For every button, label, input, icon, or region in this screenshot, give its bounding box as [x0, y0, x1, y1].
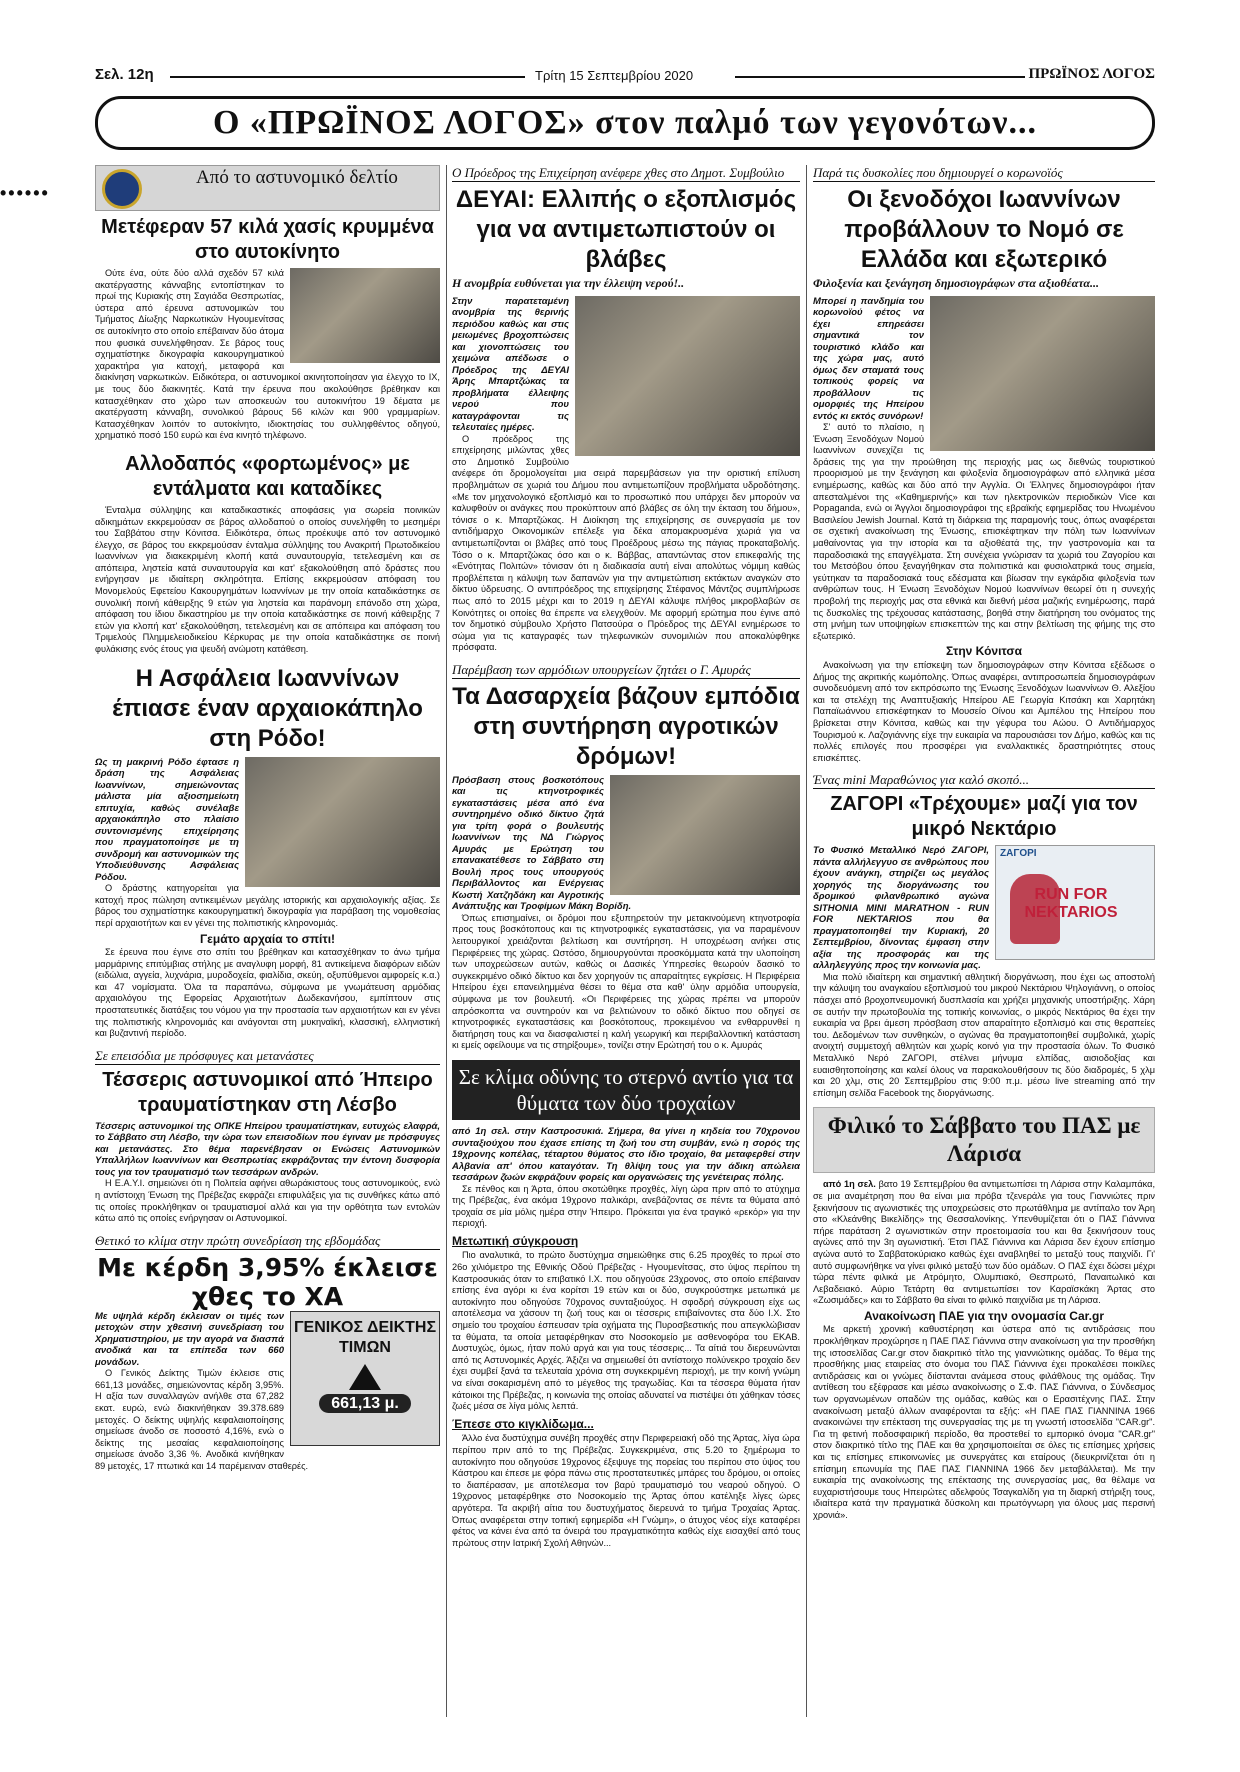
article-lead: Το Φυσικό Μεταλλικό Νερό ΖΑΓΟΡΙ, πάντα αλλήλεγγυο σε ανθρώπους που έχουν ανάγκη, στηρίζει ως μεγάλος χορηγός της διοργάνωσης του δρομικού φιλανθρωπικό αγώνα SITHONIA MINI MARATHON - RUN FOR NEKTARIOS που θα πραγματοποιηθεί την Κυριακή, 20 Σεπτεμβρίου, δίνοντας έμφαση στην αξία της προσφοράς και της αλληλεγγύης προς την κοινωνία μας.: [813, 845, 989, 972]
index-value: 661,13 μ.: [319, 1394, 411, 1414]
poster-title: RUN FOR NEKTARIOS: [1024, 886, 1118, 922]
newspaper-name: ΠΡΩΪΝΟΣ ΛΟΓΟΣ: [1028, 66, 1155, 82]
article-body: Ο πρόεδρος της επιχείρησης μιλώντας χθες στο Δημοτικό Συμβούλιο ανέφερε ότι δρομολογείται μια σειρά παρεμβάσεων για την οριστική επίλυση προβλημάτων σε χωριά του Δήμου που αντιμετωπίζουν προβλήματα υδροδότησης. «Με τον μηχανολογικό εξοπλισμό και το προσωπικό που υπάρχει δεν μπορούν να καλυφθούν οι ανάγκες που προκύπτουν από βλάβες σε όλη την έκταση του δήμου», τόνισε ο κ. Μπαρτζώκας. Η Διοίκηση της επιχείρησης σε συνεργασία με τον αντιδήμαρχο Οικονομικών επέλεξε για δέκα απομακρυσμένα χωριά για να αντιμετωπίζονται οι βλάβες από τους Προέδρους μέσω της πάγιας προκαταβολής. Τόσο ο κ. Μπαρτζώκας όσο και ο κ. Βάββας, απαντώντας στον επικεφαλής της «Ενότητας Πολιτών» τόνισαν ότι η διαδικασία αυτή είναι απολύτως νόμιμη καθώς προβλέπεται η κάλυψη των δαπανών για την αντιμετώπιση εκτάκτων αναγκών στο δίκτυο ύδρευσης. Ο αντιπρόεδρος της επιχείρησης Στέφανος Μάντζος συμπλήρωσε πως από το 2015 μέχρι και το 2019 η ΔΕΥΑΙ κάλυψε πλήθος μικροβλαβών σε Κοινότητες οι οποίες θα έπρεπε να ελεγχθούν. Με αφορμή ερώτημα που έγινε από τον δημοτικό σύμβουλο Χρήστο Πατσούρα ο Πρόεδρος της ΔΕΥΑΙ ενημέρωσε το σώμα για τις καταγραφές των τηλεφωνικών συνομιλιών που αποκαλύφθηκε πρόσφατα.: [452, 433, 800, 653]
police-badge-icon: [102, 169, 142, 209]
article-body: Με αρκετή χρονική καθυστέρηση και ύστερα από τις αντιδράσεις που προκλήθηκαν προχώρησε η ΠΑΕ ΠΑΣ Γιάννινα στην ανακοίνωση για την προσθήκη της ιστοσελίδας Car.gr στον διακριτικό τίτλο της γιαννιώτικης ομάδας. Το θέμα της προσθήκης μιας εταιρείας στο όνομα του ΠΑΣ Γιάννινα έχει προκαλέσει ποικίλες αντιδράσεις και οι γνώμες διίστανται ανάμεσα στους φιλάθλους της ομάδας. Την αντίθεση του εξέφρασε και μέσω ανακοίνωσης ο Σ.Φ. ΠΑΣ Γιάννινα, ο Σύνδεσμος των οργανωμένων οπαδών της ομάδας, καθώς και ο Ερασιτέχνης ΠΑΣ. Στην ανακοίνωση μεταξύ άλλων αναφέρονται τα εξής: «Η ΠΑΕ ΠΑΣ ΓΙΑΝΝΙΝΑ 1966 ανακοινώνει την επέκταση της συνεργασίας της με τη γνωστή ιστοσελίδα "CAR.gr". Για τη φετινή ποδοσφαιρική περίοδο, θα προστεθεί το εμπορικό όνομα "CAR.gr" στον διακριτικό τίτλο της ΠΑΕ και θα χρησιμοποιείται σε όλες τις επίσημες χρήσεις και τις επίσημες επικοινωνίες με συνεργάτες και εταίρους (διευκρινίζεται ότι η επίσημη επωνυμία της ΠΑΕ ΠΑΣ ΓΙΑΝΝΙΝΑ 1966 δεν μεταβάλλεται). Με την ευκαιρία της ανακοίνωσης της επέκτασης της συνεργασίας μας, θα θέλαμε να ευχαριστήσουμε τους Ηπειρώτες αδελφούς Τσαγκαλίδη για τη διαρκή στήριξη τους, ιδιαίτερα κατά την πραγματικά δύσκολη και πρωτόγνωρη για όλους μας περσινή χρονιά».: [813, 1324, 1155, 1520]
article-headline: Αλλοδαπός «φορτωμένος» με εντάλματα και καταδίκες: [125, 452, 410, 500]
article-headline: Με κέρδη 3,95% έκλεισε χθες το ΧΑ: [97, 1252, 438, 1311]
article-headline: Τα Δασαρχεία βάζουν εμπόδια στη συντήρηση αγροτικών δρόμων!: [452, 682, 800, 770]
article-headline: ΔΕΥΑΙ: Ελλιπής ο εξοπλισμός για να αντιμετωπιστούν οι βλάβες: [455, 186, 797, 273]
article-body: Ούτε ένα, ούτε δύο αλλά σχεδόν 57 κιλά ακατέργαστης κάνναβης εντοπίστηκαν το πρωί της Κυριακής στη Σαγιάδα Θεσπρωτίας, ύστερα από έρευνα αστυνομικών του Τμήματος Δίωξης Ναρκωτικών Ηγουμενίτσας σε αυτοκίνητο στο οποίο επέβαιναν δύο άτομα που φυσικά συνελήφθησαν. Σε βάρος τους σχηματίστηκε δικογραφία κακουργηματικού χαρακτήρα για κατοχή, μεταφορά και διακίνηση ναρκωτικών. Ειδικότερα, οι αστυνομικοί ακινητοποίησαν για έλεγχο το ΙΧ, με τους δύο διακινητές. Κατά την έρευνα που ακολούθησε βρέθηκαν και κατασχέθηκαν στο χώρο των αποσκευών του αυτοκινήτου 19 δέματα με ακατέργαστη κάνναβη, συνολικού βάρους 56 κιλών και 900 γραμμαρίων. Κατασχέθηκαν λοιπόν το αυτοκίνητο, ιδιοκτησίας του συλληφθέντος οδηγού, χρηματικό ποσό 150 ευρώ και ένα κινητό τηλέφωνο.: [95, 268, 440, 441]
index-label: ΓΕΝΙΚΟΣ ΔΕΙΚΤΗΣ ΤΙΜΩΝ: [293, 1318, 437, 1356]
article-lead: Μπορεί η πανδημία του κορωνοϊού φέτος να έχει επηρεάσει σημαντικά τον τουριστικό κλάδο και της χώρα μας, αυτό όμως δεν σταματά τους τοπικούς φορείς να προβάλλουν τις ομορφιές της Ηπείρου εντός κι εκτός συνόρων!: [813, 295, 924, 422]
lead-text: στην Καστροσυκιά. Σήμερα, θα γίνει η κηδεία του 70χρονου συνταξιούχου που έχασε επίσης τη ζωή του στη συμβάν, ενώ η σορός της 19χρονης κοπέλας, τέταρτου θύματος στο ίδιο τροχαίο, θα μεταφερθεί στην Αλβανία απ' όπου καταγόταν. Τη θλίψη τους για την άδικη απώλεια τεσσάρων ζωών εκφράζουν φορείς και οργανώσεις της γενέτειρας πόλης.: [452, 1126, 800, 1183]
header-rule-left: [170, 76, 525, 78]
article-headline-box: [452, 1060, 800, 1120]
article-body: Σε έρευνα που έγινε στο σπίτι του βρέθηκαν και κατασχέθηκαν το άνω τμήμα μαρμάρινης επιτύμβιας στήλης με αναγλυφη μορφή, 81 αντικείμενα διαφόρων ειδών (ειδώλια, αγγεία, λυχνάρια, μυροδοχεία, φιαλίδια, σκεύη, οξυπύθμενοι αμφορείς κ.α.) και 47 νομίσματα. Όλα τα παραπάνω, σύμφωνα με γνωμάτευση αρμόδιας αρχαιολόγου της Εφορείας Αρχαιοτήτων Δωδεκανήσου, εμπίπτουν στις προστατευτικές διατάξεις του νόμου για την προστασία των αρχαιοτήτων και εν γένει της πολιτιστικής κληρονομιάς και ανάγονται στη μυκηναϊκή, κλασσική, ελληνιστική και βυζαντινή περίοδο.: [95, 947, 440, 1039]
article-antiquities: [95, 664, 440, 1040]
article-headline: Τέσσερις αστυνομικοί από Ήπειρο τραυματίστηκαν στη Λέσβο: [102, 1068, 433, 1116]
article-hoteliers: [813, 165, 1155, 764]
police-report-banner: [95, 165, 440, 211]
article-lead: Στην παρατεταμένη ανομβρία της θερινής περιόδου καθώς και στις μειωμένες βροχοπτώσεις και χιονοπτώσεις του χειμώνα απέδωσε ο Πρόεδρος της ΔΕΥΑΙ Άρης Μπαρτζώκας τα προβλήματα έλλειψης νερού που καταγράφονται τις τελευταίες ημέρες.: [452, 295, 569, 434]
article-body: Ο Γενικός Δείκτης Τιμών έκλεισε στις 661,13 μονάδες, σημειώνοντας κέρδη 3,95%. Η αξία των συναλλαγών ανήλθε στα 67,282 εκατ. ευρώ, ενώ διακινήθηκαν 39.378.689 μετοχές. Ο δείκτης υψηλής κεφαλαιοποίησης σημείωσε άνοδο σε ποσοστό 4,16%, ενώ ο δείκτης της μεσαίας κεφαλαιοποίησης σημείωσε άνοδο 3,36 %. Ανοδικά κινήθηκαν 89 μετοχές, 17 πτωτικά και 14 παρέμειναν σταθερές.: [95, 1368, 309, 1471]
banner-title: Ο «ΠΡΩΪΝΟΣ ΛΟΓΟΣ» στον παλμό των γεγονότων...: [212, 104, 1037, 141]
article-subhead: Στην Κόνιτσα: [945, 644, 1023, 659]
article-body: Μια πολύ ιδιαίτερη και σημαντική αθλητική διοργάνωση, που έχει ως αποστολή την κάλυψη του αναγκαίου εξοπλισμού του μικρού Νεκτάριου Ψηλογιάννη, ο οποίος πάσχει από βροχοπνευμονική δυσπλασία και χρήζει μηχανικής υποστήριξης. Χάρη σε αυτήν την πρωτοβουλία της τοπικής κοινωνίας, ο μικρός Νεκτάριος θα έχει την ευκαιρία να βρει άμεση πρόσβαση στον απαραίτητο εξοπλισμό και στις θεραπείες του. Δεδομένων των συνθηκών, ο αγώνας θα πραγματοποιηθεί συμβολικά, χωρίς ανοιχτή συμμετοχή αθλητών και χωρίς κοινό για την προστασία όλων. Το Φυσικό Μεταλλικό Νερό ΖΑΓΟΡΙ, στέλνει μήνυμα ελπίδας, αισιοδοξίας και ευαισθητοποίησης και καλεί όλους να παρακολουθήσουν τις δύο διαδρομές, 5 χλμ και 20 χλμ, στις 20 Σεπτεμβρίου στις 9:00 π.μ. μέσω live streaming από την επίσημη σελίδα Facebook της διοργάνωσης.: [813, 971, 1155, 1098]
car-trunk-photo: [290, 268, 440, 363]
article-kicker: Παρά τις δυσκολίες που δημιουργεί ο κορωνοϊός: [813, 165, 1155, 182]
article-lead: [452, 1126, 800, 1184]
article-body: Ο δράστης κατηγορείται για κατοχή προς πώληση αντικειμένων μεγάλης ιστορικής και αρχαιολογικής αξίας. Σε βάρος του σχηματίστηκε κακουργηματική δικογραφία για παράβαση της νομοθεσίας περί αρχαιοτήτων και εν γένει της πολιτιστικής κληρονομιάς.: [95, 883, 440, 928]
article-foreigner: [95, 452, 440, 656]
article-headline: Οι ξενοδόχοι Ιωαννίνων προβάλλουν το Νομό σε Ελλάδα και εξωτερικό: [844, 186, 1124, 273]
article-body: Άλλο ένα δυστύχημα συνέβη προχθές στην Περιφερειακή οδό της Άρτας, λίγα ώρα περίπου πριν από το της Πρέβεζας. Συγκεκριμένα, στις 5.20 το ξημέρωμα το αυτοκίνητο που οδηγούσε 19χρονος έξεψυγε της πορείας του περίπου στο ύψος του Κάστρου και έπεσε με φόρα πάνω στις προστατευτικές μπάρες του δρόμου, οι οποίες το διαπέρασαν, με αποτέλεσμα τον βαρύ τραυματισμό του νεαρού οδηγού. Ο 19χρονος μεταφέρθηκε στο Νοσοκομείο της Άρτας όπου κατέληξε λίγες ώρες αργότερα. Τα ακριβή αίτια του δυστυχήματος διερευνά το τμήμα Τροχαίας Άρτας. Όπως αναφέρεται στην τοπική εφημερίδα «Η Γνώμη», ο άτυχος νέος είχε καταφέρει φέτος να κάνει ένα από τα όνειρά του πραγματικότητα καθώς είχε εισαχθεί από τους πρώτους στην Ιατρική Σχολή Αθηνών...: [452, 1433, 800, 1548]
article-body: Ανακοίνωση για την επίσκεψη των δημοσιογράφων στην Κόνιτσα εξέδωσε ο Δήμος της ακριτικής κωμόπολης. Όπως αναφέρει, αντιπροσωπεία δημοσιογράφων συνοδευόμενη από τον εκπρόσωπο της Ένωσης Ξενοδόχων Ιωαννίνων Θ. Αλεξίου και τα στελέχη της Αναπτυξιακής Ηπείρου ΑΕ Γεωργία Κιτσάκη και Χαρητάκη Παπαϊωάννου επισκέφτηκαν το Μουσείο Οίνου και Αμπέλου της Ηπείρου που βρίσκεται στην Κόνιτσα, καθώς και την γέφυρα του Αώου. Ο Αντιδήμαρχος Τουρισμού κ. Λαζογιάννης είχε την ευκαιρία να παρουσιάσει τον Δήμο, καθώς και τις πολλές επιλογές που προσφέρει για εναλλακτικές δραστηριότητες στους επισκέπτες.: [813, 659, 1155, 763]
article-stock-market: [95, 1233, 440, 1473]
article-body: Όπως επισημαίνει, οι δρόμοι που εξυπηρετούν την μετακινούμενη κτηνοτροφία προς τους βοσκότοπους και τις κτηνοτροφικές εγκαταστάσεις, για να παραμένουν λειτουργικοί χρειάζονται βελτίωση και συντήρηση. Η υποχρέωση ανήκει στις Περιφέρειες της χώρας. Ωστόσο, δημιουργούνται προσκόμματα κατά την υλοποίηση των υποχρεώσεων αυτών, καθώς οι Δασικές Υπηρεσίες θεωρούν δασικό το συγκεκριμένο οδικό δίκτυο και δεν χορηγούν τις απαραίτητες εγκρίσεις. Η Περιφέρεια Ηπείρου έχει επανειλημμένα θέσει το θέμα στα καθ' ύλην αρμόδια υπουργεία, σύμφωνα με τον βουλευτή. «Οι Περιφέρειες της χώρας πρέπει να μπορούν απρόσκοπτα να συντηρούν και να βελτιώνουν το οδικό δίκτυο που οδηγεί σε κτηνοτροφικές εγκαταστάσεις και βοσκότοπους, προκειμένου να ενθαρρυνθεί η διατήρηση τους και να διασφαλιστεί η καλή γεωργική και περιβαλλοντική κατάσταση κι εμείς οφείλουμε να τις στηρίξουμε», τονίζει στην Ερώτησή του ο κ. Αμυράς: [452, 912, 800, 1051]
article-headline-box: [813, 1107, 1155, 1173]
article-lesvos: [95, 1048, 440, 1225]
index-box: [290, 1311, 440, 1446]
article-deyai: [452, 165, 800, 654]
marathon-poster: [995, 845, 1155, 960]
article-body: Σ' αυτό το πλαίσιο, η Ένωση Ξενοδόχων Νομού Ιωαννίνων συνεχίζει τις δράσεις της για την προώθηση της περιοχής μας ως διεθνώς τουριστικού προορισμού με την ξενάγηση και φιλοξενία δημοσιογράφων από ελληνικά μέσα ενημέρωσης, καθώς και δύο από την Αγγλία. Οι Έλληνες δημοσιογράφοι ήταν απεσταλμένοι της «Καθημερινής» και των ηλεκτρονικών περιοδικών Vice και Popaganda, ενώ οι Άγγλοι δημοσιογράφοι της εβραϊκής εφημερίδας του Ηνωμένου Βασιλείου Jewish Journal. Κατά τη διάρκεια της παραμονής τους, όπως αναφέρεται σε σχετική ανακοίνωση της Ένωσης, επισκέφτηκαν την πόλη των Ιωαννίνων μαθαίνοντας για την ιστορία και τα αξιοθέατά της, την γαστρονομία και τα παραδοσιακά της επαγγέλματα. Στη συνέχεια γνώρισαν τα χωριά του Ζαγορίου και του Μετσόβου όπου ξεναγήθηκαν στα πολιτιστικά και φυσιολατρικά τους σημεία, γεύτηκαν τα παραδοσιακά τους εδέσματα και βίωσαν την εγκάρδια φιλοξενία των ανθρώπων τους. Η Ένωση Ξενοδόχων Νομού Ιωαννίνων θεωρεί ότι η συνεχής προβολή της περιοχής μας στα εθνικά και διεθνή μέσα μαζικής ενημέρωσης, παρά τις δυσκολίες της τρέχουσας κατάστασης, βοηθά στην διατήρηση του ονόματος της στη μνήμη των υποψηφίων επισκεπτών της και στην βελτίωση της φήμης της στο εξωτερικό.: [813, 422, 1155, 641]
article-kicker: Ένας mini Μαραθώνιος για καλό σκοπό...: [813, 772, 1155, 789]
antiquities-photo: [245, 757, 440, 887]
column-1: [95, 165, 440, 1717]
roadworks-photo: [575, 296, 800, 456]
continued-from: από 1η σελ.: [823, 1179, 876, 1190]
article-headline: Η Ασφάλεια Ιωαννίνων έπιασε έναν αρχαιοκάπηλο στη Ρόδο!: [112, 664, 423, 752]
article-accidents: [452, 1060, 800, 1549]
article-pas-larisa: [813, 1107, 1155, 1521]
header-rule-right: [735, 76, 1025, 78]
article-lead: Τέσσερις αστυνομικοί της ΟΠΚΕ Ηπείρου τραυματίστηκαν, ευτυχώς ελαφρά, το Σάββατο στη Λέσβο, την ώρα των επεισοδίων που έγιναν με πρόσφυγες και μετανάστες. Στο θέμα παρενέβησαν οι Ενώσεις Αστυνομικών Υπαλλήλων Ιωαννίνων και Θεσπρωτίας εκφράζοντας την έντονη δυσφορία τους για τον τραυματισμό των τεσσάρων ανδρών.: [95, 1120, 440, 1178]
page-number: Σελ. 12η: [95, 66, 154, 83]
article-kicker: Σε επεισόδια με πρόσφυγες και μετανάστες: [95, 1048, 440, 1065]
article-kicker: Ο Πρόεδρος της Επιχείρηση ανέφερε χθες στο Δημοτ. Συμβούλιο: [452, 165, 800, 182]
poster-brand: ΖΑΓΟΡΙ: [1000, 848, 1037, 860]
article-subhead: Έπεσε στο κιγκλίδωμα...: [452, 1416, 594, 1431]
article-subhead: Γεμάτο αρχαία το σπίτι!: [199, 931, 336, 946]
article-headline: Σε κλίμα οδύνης το στερνό αντίο για τα θύματα των δύο τροχαίων: [458, 1065, 794, 1115]
article-subline: Φιλοξενία και ξενάγηση δημοσιογράφων στα αξιοθέατα...: [813, 276, 1100, 290]
margin-dots: ••••••: [0, 183, 50, 203]
article-kicker: Παρέμβαση των αρμόδιων υπουργείων ζητάει ο Γ. Αμυράς: [452, 662, 800, 679]
article-lead: Πρόσβαση στους βοσκοτόπους και τις κτηνοτροφικές εγκαταστάσεις μέσα από ένα συντηρημένο οδικό δίκτυο ζητά για τρίτη φορά ο βουλευτής Ιωαννίνων της ΝΔ Γιώργος Αμυράς με Ερώτηση του επανακατέθεσε το Σάββατο στη Βουλή προς τους υπουργούς Περιβάλλοντος και Ενέργειας Κωστή Χατζηδάκη και Αγροτικής Ανάπτυξης και Τροφίμων Μάκη Βορίδη.: [452, 774, 632, 913]
article-subhead: Μετωπική σύγκρουση: [452, 1233, 579, 1248]
article-body: Σε πένθος και η Άρτα, όπου σκοτώθηκε προχθές, λίγη ώρα πριν από το ατύχημα της Πρέβεζας, ένα ακόμα 19χρονο παλικάρι, ανεβάζοντας σε πέντε τα θύματα από τροχαία σε μία μόλις ημέρα στην Ήπειρο. Πρόκειται για ένα τραγικό «ρεκόρ» για την περιοχή.: [452, 1183, 800, 1229]
article-hashish: [95, 215, 440, 444]
article-headline: Μετέφεραν 57 κιλά χασίς κρυμμένα στο αυτοκίνητο: [101, 216, 434, 263]
police-report-label: Από το αστυνομικό δελτίο: [196, 167, 398, 188]
issue-date: Τρίτη 15 Σεπτεμβρίου 2020: [535, 68, 694, 83]
article-headline: ΖΑΓΟΡΙ «Τρέχουμε» μαζί για τον μικρό Νεκτάριο: [830, 793, 1138, 841]
article-marathon: [813, 772, 1155, 1099]
article-subline: Η ανομβρία ευθύνεται για την έλλειψη νερού!..: [452, 276, 685, 290]
bulldozer-photo: [610, 775, 800, 895]
column-rule-1: [446, 165, 447, 1717]
column-3: [813, 165, 1155, 1717]
article-subhead: Ανακοίνωση ΠΑΕ για την ονομασία Car.gr: [864, 1308, 1104, 1323]
continued-from: από 1η σελ.: [452, 1126, 510, 1137]
article-body: [813, 1179, 1155, 1307]
body-text: βατο 19 Σεπτεμβρίου θα αντιμετωπίσει τη Λάρισα στην Καλαμπάκα, σε μια αναμέτρηση που θα είναι μια πρόβα τζενεράλε για τους Γιαννιώτες πριν ξεκινήσουν τις αγωνιστικές της υποχρεώσεις στο πρωτάθλημα με αντίπαλο τον Άρη στο «Κλεάνθης Βικελίδης» της Θεσσαλονίκης. Υπενθυμίζεται ότι ο ΠΑΣ Γιάννινα πήρε παράταση 2 αγωνιστικών στην προετοιμασία του και θα ξεκινήσουν τους αγώνες από την 3η αγωνιστική. Έτσι ΠΑΣ Γιάννινα και Λάρισα δεν έχουν επίσημο αγώνα αυτό το Σαββατοκύριακο καθώς έχει αναβληθεί το μεταξύ τους παιχνίδι. Γι' αυτό συμφωνήθηκε να γίνει φιλικό μεταξύ των δύο ομάδων. Ο ΠΑΣ έχει δώσει μέχρι τώρα πέντε φιλικά με Ατρόμητο, Ολυμπιακό, Θεσπρωτό, Παναιτωλικό και Λεβαδειακό. Αύριο Τετάρτη θα αντιμετωπίσει τον Καραϊσκάκη Άρτας στο «Ζωσιμάδες» και το Σάββατο θα είναι το φιλικό παιχνίδια με τη Λάρισα.: [813, 1179, 1155, 1306]
up-arrow-icon: [349, 1364, 381, 1390]
column-2: [452, 165, 800, 1717]
article-headline: Φιλικό το Σάββατο του ΠΑΣ με Λάρισα: [827, 1113, 1141, 1167]
article-body: Ένταλμα σύλληψης και καταδικαστικές αποφάσεις για σωρεία ποινικών αδικημάτων εκκρεμούσαν σε βάρος αλλοδαπού ο οποίος συνελήφθη το μεσημέρι του Σαββάτου στην Κόνιτσα. Ειδικότερα, όπως προέκυψε από τον αστυνομικό έλεγχο, σε βάρος του εκκρεμούσαν ένταλμα σύλληψης του Ανακριτή Πρωτοδικείου Ιωαννίνων για διακεκριμένη κλοπή κατά συναυτουργία, τετελεσμένη και σε απόπειρα, ληστεία κατά συναυτουργία και κατ' εξακολούθηση από δράστες που ενήργησαν με ιδιαίτερη σκληρότητα. Επίσης εκκρεμούσαν απόφαση του Μονομελούς Εφετείου Κακουργημάτων Ιωαννίνων με την οποία καταδικάστηκε σε συνολική ποινή κάθειρξης 9 ετών για ληστεία και παράνομη επάνοδο στη χώρα, απόφαση του ίδιου δικαστηρίου με την οποία καταδικάστηκε σε ποινή κάθειρξης 7 ετών για κλοπή κατ' εξακολούθηση, τετελεσμένη και σε απόπειρα και απόφαση του Τριμελούς Πλημμελειοδικείου Κέρκυρας με την οποία καταδικάστηκε σε ποινή φυλάκισης ενός έτους για ψευδή ανώμοτη κατάθεση.: [95, 504, 440, 655]
page-header: [95, 66, 1155, 90]
article-kicker: Θετικό το κλίμα στην πρώτη συνεδρίαση της εβδομάδας: [95, 1233, 440, 1250]
column-rule-2: [806, 165, 807, 1717]
article-lead: Με υψηλά κέρδη έκλεισαν οι τιμές των μετοχών στην χθεσινή συνεδρίαση του Χρηματιστηρίου, με την αγορά να διασπά ανοδικά και τα επίπεδα των 660 μονάδων.: [95, 1310, 284, 1368]
journalists-photo: [930, 296, 1155, 451]
article-lead: Ως τη μακρινή Ρόδο έφτασε η δράση της Ασφάλειας Ιωαννίνων, σημειώνοντας μάλιστα μία αξιοσημείωτη επιτυχία, καθώς συνέλαβε αρχαιοκάπηλο στο πλαίσιο συντονισμένης επιχείρησης που πραγματοποίησε με τη συνδρομή και αστυνομικών της Υποδιεύθυνσης Ασφάλειας Ρόδου.: [95, 756, 239, 883]
article-forest-roads: [452, 662, 800, 1052]
page-banner: [95, 96, 1155, 150]
article-body: Η Ε.Α.Υ.Ι. σημειώνει ότι η Πολιτεία αφήνει αθωράκιστους τους αστυνομικούς, ενώ η αντίστοιχη Ένωση της Πρέβεζας εκφράζει επιφυλάξεις για τις συνθήκες κάτω από τις οποίες προκλήθηκαν οι τραυματισμοί αλλά και για την ορθότητα των εντολών κάτω από τις οποίες ενήργησαν οι Αστυνομικοί.: [95, 1178, 440, 1224]
article-body: Πιο αναλυτικά, το πρώτο δυστύχημα σημειώθηκε στις 6.25 προχθές το πρωί στο 26ο χιλιόμετρο της Εθνικής Οδού Πρέβεζας - Ηγουμενίτσας, στο ύψος περίπου τη Καστροσυκιάς όταν το επιβατικό Ι.Χ. που οδηγούσε 23χρονος, στο οποίο επέβαιναν επίσης ένα αγόρι κι ένα κορίτσι 19 ετών και οι δύο, συγκρούστηκε μετωπικά με αυτοκίνητο που οδηγούσε 70χρονος συνταξιούχος. Η σφοδρή σύγκρουση είχε ως αποτέλεσμα να χάσουν τη ζωή τους και οι τέσσερις επιβαίνοντες στα δύο Ι.Χ. Στο σημείο του τροχαίου έσπευσαν τρία οχήματα της Πυροσβεστικής που απεγκλώβισαν τα θύματα, τα οποία μεταφέρθηκαν στο Νοσοκομείο με ασθενοφόρα του ΕΚΑΒ. Δυστυχώς, όμως, ήταν πολύ αργά και για τους τέσσερις... Τα αίτιά του διερευνώνται από τις Αστυνομικές Αρχές. Άξιζει να σημειωθεί ότι αντίστοιχο πολύνεκρο τροχαίο δεν έχει συμβεί ξανά τα τελευταία χρόνια στη συγκεκριμένη περιοχή, με την κοινή γνώμη να είναι σοκαρισμένη από το μέγεθος της τραγωδίας. Και τα τέσσερα θύματα ήταν κάτοικοι της Πρέβεζας, η κοινωνία της οποίας αδυνατεί να πιστέψει ότι χάθηκαν τόσες ζωές μέσα σε λίγα μόλις λεπτά.: [452, 1250, 800, 1412]
